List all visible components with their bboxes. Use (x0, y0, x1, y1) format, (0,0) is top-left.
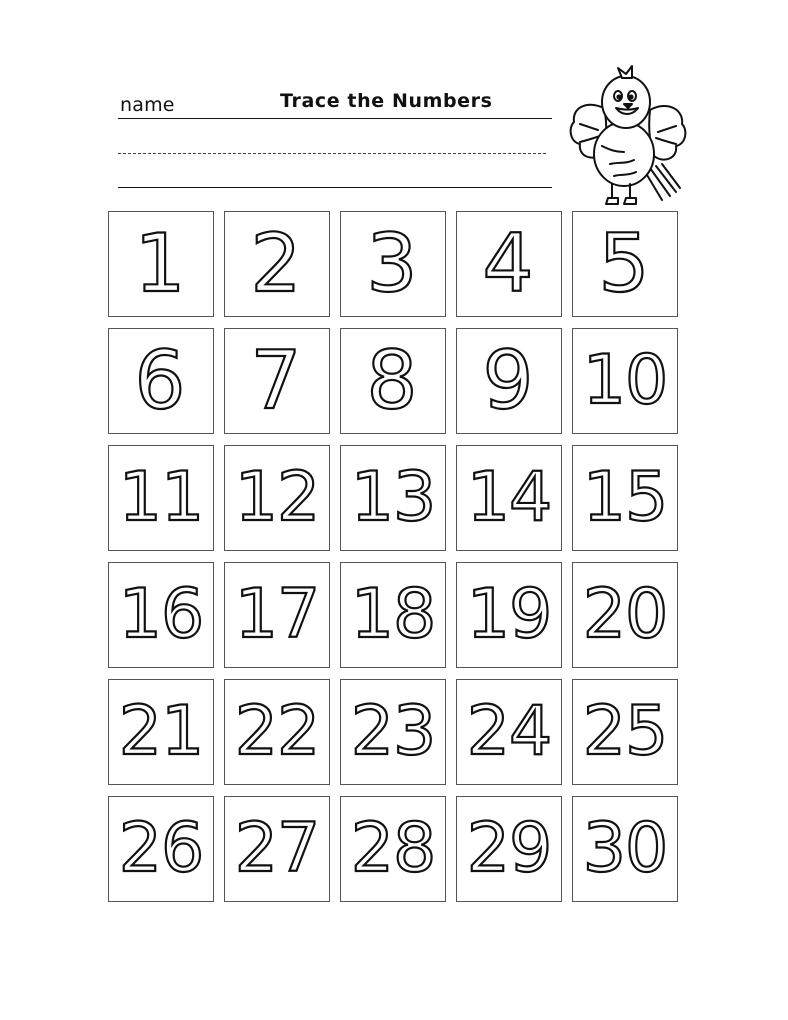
trace-number: 19 (466, 575, 552, 654)
number-box (340, 562, 446, 668)
dashed-midline (118, 153, 546, 154)
trace-number: 29 (466, 809, 552, 888)
number-box (340, 445, 446, 551)
trace-number: 22 (234, 692, 320, 771)
trace-number: 7 (250, 334, 304, 427)
number-box (340, 679, 446, 785)
trace-number: 13 (350, 458, 436, 537)
trace-number: 2 (250, 217, 304, 310)
number-box (108, 679, 214, 785)
number-box (456, 679, 562, 785)
number-box (572, 679, 678, 785)
trace-number: 17 (234, 575, 320, 654)
trace-number: 20 (582, 575, 668, 654)
number-box (340, 328, 446, 434)
number-box (456, 211, 562, 317)
number-box (224, 562, 330, 668)
number-box (456, 445, 562, 551)
number-box (456, 796, 562, 902)
number-box (456, 328, 562, 434)
trace-number: 15 (582, 458, 668, 537)
number-box (572, 796, 678, 902)
trace-number: 14 (466, 458, 552, 537)
number-box (572, 328, 678, 434)
name-line (118, 118, 552, 119)
trace-number: 16 (118, 575, 204, 654)
trace-number: 8 (366, 334, 420, 427)
number-box (108, 445, 214, 551)
name-label: name (120, 94, 175, 116)
trace-number: 4 (482, 217, 536, 310)
number-box (108, 562, 214, 668)
trace-number: 28 (350, 809, 436, 888)
number-box (456, 562, 562, 668)
number-box (572, 562, 678, 668)
trace-number: 6 (134, 334, 188, 427)
trace-number: 24 (466, 692, 552, 771)
trace-number: 18 (350, 575, 436, 654)
number-box (572, 211, 678, 317)
number-box (224, 211, 330, 317)
writing-baseline (118, 187, 552, 188)
worksheet-title: Trace the Numbers (280, 90, 493, 112)
trace-number: 1 (134, 217, 188, 310)
number-box (224, 328, 330, 434)
trace-number: 10 (582, 341, 668, 420)
trace-number: 9 (482, 334, 536, 427)
trace-number: 26 (118, 809, 204, 888)
trace-number: 11 (118, 458, 204, 537)
trace-number: 23 (350, 692, 436, 771)
number-box (340, 211, 446, 317)
number-grid (108, 211, 683, 905)
number-box (572, 445, 678, 551)
trace-number: 12 (234, 458, 320, 537)
number-box (108, 211, 214, 317)
number-box (224, 796, 330, 902)
trace-number: 27 (234, 809, 320, 888)
trace-number: 21 (118, 692, 204, 771)
number-box (340, 796, 446, 902)
trace-number: 30 (582, 809, 668, 888)
number-box (108, 796, 214, 902)
trace-number: 25 (582, 692, 668, 771)
worksheet-header (118, 84, 552, 194)
number-box (108, 328, 214, 434)
trace-number: 3 (366, 217, 420, 310)
trace-number: 5 (598, 217, 652, 310)
turkey-icon (566, 64, 690, 212)
number-box (224, 679, 330, 785)
number-box (224, 445, 330, 551)
